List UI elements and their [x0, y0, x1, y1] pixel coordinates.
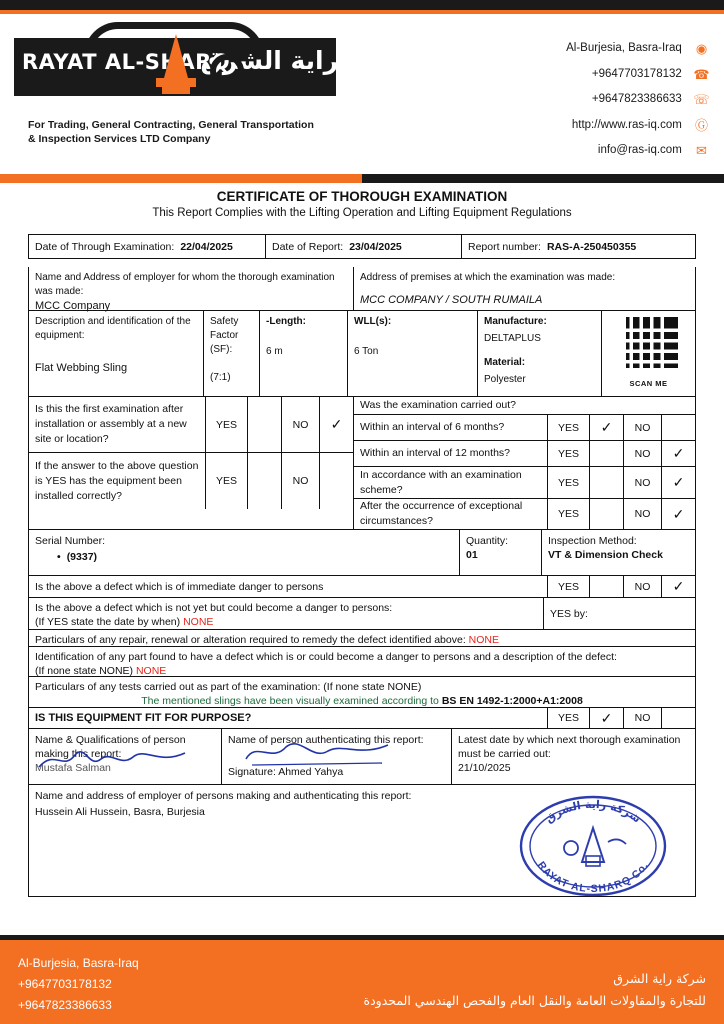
- question-installed-correctly-text: If the answer to the above question is YES has the equipment been installed correctly?: [35, 459, 199, 502]
- employer-value: MCC Company: [35, 300, 111, 312]
- question-first-exam-text: Is this the first examination after installation or assembly at a new site or location?: [35, 403, 187, 445]
- identification-row: [28, 647, 696, 677]
- location-pin-icon: ◉: [695, 41, 708, 56]
- future-danger-row: [28, 598, 696, 630]
- tests-note-prefix: The mentioned slings have been visually examined according to: [141, 695, 442, 707]
- footer-address: Al-Burjesia, Basra-Iraq: [18, 956, 139, 970]
- next-exam-date-cell: [451, 729, 695, 784]
- authenticating-signature-label: Signature:: [228, 766, 276, 778]
- question-6-months-text: Within an interval of 6 months?: [360, 421, 505, 433]
- question-installed-correctly: [29, 453, 353, 509]
- footer-contact: [18, 953, 139, 1016]
- question-exam-scheme-text: In accordance with an examination scheme?: [360, 468, 522, 496]
- contact-address-text: Al-Burjesia, Basra-Iraq: [566, 42, 682, 54]
- qr-code-cell[interactable]: [601, 311, 695, 396]
- page-footer: [0, 940, 724, 1024]
- inspection-method-label: Inspection Method:: [548, 535, 637, 547]
- employer-row: [28, 267, 696, 311]
- tagline-line-2: & Inspection Services LTD Company: [28, 133, 211, 145]
- meta-row: [28, 234, 696, 259]
- question-12-months: [354, 441, 695, 467]
- questions-right-column: [353, 397, 695, 529]
- question-exam-scheme-no-box[interactable]: ✓: [661, 467, 695, 498]
- authenticating-signature-value: Ahmed Yahya: [278, 766, 344, 778]
- quantity-value: 01: [466, 549, 478, 561]
- identification-line-2-label: (If none state NONE): [35, 665, 134, 677]
- question-exam-scheme-no-label: NO: [623, 467, 661, 498]
- report-date-value: 23/04/2025: [349, 240, 402, 253]
- qr-caption: SCAN ME: [629, 378, 668, 388]
- future-danger-text: [29, 598, 543, 629]
- question-6-months-yes-box[interactable]: ✓: [589, 415, 623, 440]
- fit-no-box[interactable]: [661, 708, 695, 728]
- serial-cell: [29, 530, 459, 575]
- logo-text-ar: راية الشرق: [200, 46, 338, 75]
- contact-block: [380, 36, 710, 164]
- question-first-exam-no-label: NO: [281, 397, 319, 452]
- future-danger-line-2: [35, 615, 537, 629]
- premises-cell: [353, 267, 695, 310]
- divider-band-orange: [0, 174, 362, 183]
- particulars-repair-value: NONE: [468, 634, 500, 646]
- question-installed-correctly-yes-label: YES: [205, 453, 247, 509]
- tests-text: [29, 677, 695, 711]
- question-12-months-no-box[interactable]: ✓: [661, 441, 695, 466]
- question-6-months: [354, 415, 695, 441]
- question-12-months-yes-box[interactable]: [589, 441, 623, 466]
- stamp-bottom-text: RAYAT AL-SHARQ Co.: [534, 859, 652, 896]
- signature-ahmed-yahya: [242, 739, 392, 767]
- company-logo: [14, 20, 344, 160]
- material-value: Polyester: [484, 374, 526, 385]
- exam-date-cell: [29, 235, 265, 258]
- authenticating-signature: [228, 765, 445, 779]
- manufacture-cell: [477, 311, 601, 396]
- signature-mustafa-salman: [37, 745, 187, 773]
- person-making-report-value: Mustafa Salman: [35, 762, 111, 774]
- contact-email-text[interactable]: info@ras-iq.com: [597, 144, 682, 157]
- footer-arabic: [364, 968, 706, 1012]
- question-first-exam-no-box[interactable]: ✓: [319, 397, 353, 452]
- manufacture-value: DELTAPLUS: [484, 333, 541, 344]
- question-first-exam-yes-label: YES: [205, 397, 247, 452]
- logo-text-en: RAYAT AL-SHARQ: [22, 50, 231, 74]
- safety-factor-label: Safety Factor (SF):: [210, 316, 239, 355]
- question-exceptional-yes-label: YES: [547, 499, 589, 529]
- next-exam-date-value: 21/10/2025: [458, 762, 511, 774]
- tests-standard: BS EN 1492-1:2000+A1:2008: [441, 695, 583, 707]
- wll-label: WLL(s):: [354, 316, 392, 327]
- question-exam-scheme-yes-label: YES: [547, 467, 589, 498]
- serial-label: Serial Number:: [35, 535, 106, 547]
- authenticating-person-cell: [221, 729, 451, 784]
- question-exceptional-no-label: NO: [623, 499, 661, 529]
- stamp-top-text: شركة راية الشرق: [542, 797, 644, 826]
- question-6-months-yes-label: YES: [547, 415, 589, 440]
- question-12-months-yes-label: YES: [547, 441, 589, 466]
- fit-for-purpose-question: IS THIS EQUIPMENT FIT FOR PURPOSE?: [35, 712, 252, 724]
- immediate-danger-row: [28, 576, 696, 598]
- email-icon: ✉: [696, 143, 707, 159]
- top-black-bar: [0, 0, 724, 10]
- mobile-icon: ☏: [693, 92, 710, 108]
- tests-row: [28, 677, 696, 708]
- question-first-exam: [29, 397, 353, 453]
- equipment-desc-value: Flat Webbing Sling: [35, 362, 128, 374]
- contact-address: [380, 36, 710, 62]
- question-installed-correctly-no-label: NO: [281, 453, 319, 509]
- immediate-danger-text: Is the above a defect which is of immediate danger to persons: [35, 580, 324, 593]
- document-title: CERTIFICATE OF THOROUGH EXAMINATION: [216, 189, 508, 204]
- contact-website[interactable]: [380, 113, 710, 139]
- questions-grid: [28, 397, 696, 530]
- question-installed-correctly-yes-box[interactable]: [247, 453, 281, 509]
- contact-phone-2-text: +9647823386633: [591, 93, 682, 106]
- question-12-months-text: Within an interval of 12 months?: [360, 447, 510, 459]
- tagline-line-1: For Trading, General Contracting, General Transportation: [28, 119, 314, 131]
- company-tagline: [28, 118, 358, 146]
- question-6-months-no-label: NO: [623, 415, 661, 440]
- report-number-cell: [461, 235, 695, 258]
- serial-row: [28, 530, 696, 576]
- question-exam-scheme-yes-box[interactable]: [589, 467, 623, 498]
- immediate-danger-yes-box[interactable]: [589, 576, 623, 597]
- footer-phone-2: +9647823386633: [18, 998, 112, 1012]
- bullet-icon: •: [57, 551, 61, 563]
- fit-no-label: NO: [623, 708, 661, 728]
- quantity-label: Quantity:: [466, 535, 509, 547]
- page-header: [0, 14, 724, 170]
- tests-note: [35, 694, 689, 708]
- immediate-danger-no-box[interactable]: ✓: [661, 576, 695, 597]
- quantity-cell: [459, 530, 541, 575]
- exam-date-value: 22/04/2025: [180, 240, 233, 253]
- premises-value: MCC COMPANY / SOUTH RUMAILA: [360, 294, 543, 306]
- divider-band-black: [362, 174, 724, 183]
- identification-value: NONE: [135, 665, 167, 677]
- premises-label: Address of premises at which the examination was made:: [360, 272, 616, 283]
- next-exam-date-label: Latest date by which next thorough examination must be carried out:: [458, 734, 681, 760]
- safety-factor-cell: [203, 311, 259, 396]
- serial-number-text: (9337): [66, 551, 98, 563]
- questions-left-column: [29, 397, 353, 529]
- yes-by-cell: YES by:: [543, 598, 695, 629]
- manufacture-label: Manufacture:: [484, 316, 547, 327]
- exam-date-label: Date of Through Examination:: [35, 240, 175, 253]
- company-stamp: [508, 790, 678, 902]
- wll-value: 6 Ton: [354, 346, 379, 357]
- contact-phone-1: [380, 62, 710, 88]
- identification-text: [29, 647, 695, 681]
- document-subtitle: This Report Complies with the Lifting Operation and Lifting Equipment Regulations: [152, 207, 572, 219]
- svg-text:RAYAT AL-SHARQ Co.: [535, 859, 651, 895]
- report-date-cell: [265, 235, 461, 258]
- inspection-method-value: VT & Dimension Check: [548, 549, 663, 561]
- authenticating-person-label: Name of person authenticating this report:: [228, 734, 424, 746]
- question-exam-scheme: [354, 467, 695, 499]
- report-date-label: Date of Report:: [272, 240, 344, 253]
- question-12-months-no-label: NO: [623, 441, 661, 466]
- future-danger-line-1: Is the above a defect which is not yet but could become a danger to persons:: [35, 602, 393, 614]
- future-danger-value: NONE: [183, 616, 214, 628]
- signature-row: [28, 729, 696, 785]
- globe-icon: Ⓖ: [694, 117, 708, 133]
- tests-label: Particulars of any tests carried out as part of the examination: (If none state NONE): [35, 681, 422, 693]
- person-making-report-label: Name & Qualifications of person making this report:: [35, 734, 186, 760]
- footer-phone-1: +9647703178132: [18, 977, 112, 991]
- footer-arabic-name: شركة راية الشرق: [613, 971, 706, 986]
- footer-arabic-desc: للتجارة والمقاولات العامة والنقل العام والفحص الهندسي المحدودة: [363, 993, 706, 1008]
- fit-yes-box[interactable]: ✓: [589, 708, 623, 728]
- question-exceptional-circumstances-text: After the occurrence of exceptional circumstances?: [360, 500, 523, 527]
- question-6-months-no-box[interactable]: [661, 415, 695, 440]
- employer-label: Name and Address of employer for whom the thorough examination was made:: [35, 272, 335, 297]
- phone-icon: ☎: [693, 66, 710, 82]
- length-value: 6 m: [266, 346, 283, 357]
- identification-line-1: Identification of any part found to have a defect which is or could become a danger to persons and a description of the defect:: [35, 651, 617, 663]
- future-danger-line-2-label: (If YES state the date by when): [35, 616, 181, 628]
- report-number-value: RAS-A-250450355: [546, 240, 637, 253]
- safety-factor-value: (7:1): [210, 372, 231, 383]
- length-label: -Length:: [266, 316, 306, 327]
- particulars-repair-label: Particulars of any repair, renewal or alteration required to remedy the defect identified above:: [35, 634, 466, 646]
- question-first-exam-yes-box[interactable]: [247, 397, 281, 452]
- identification-line-2: [35, 664, 689, 678]
- length-cell: [259, 311, 347, 396]
- question-installed-correctly-no-box[interactable]: [319, 453, 353, 509]
- equipment-desc-cell: [29, 311, 203, 396]
- employer-cell: [29, 267, 353, 310]
- contact-phone-1-text: +9647703178132: [591, 67, 682, 80]
- oil-rig-icon: [154, 34, 198, 100]
- particulars-repair-row: [28, 630, 696, 647]
- gear-icon: [210, 54, 244, 88]
- question-exceptional-yes-box[interactable]: [589, 499, 623, 529]
- person-making-report-cell: [29, 729, 221, 784]
- question-exceptional-circumstances: [354, 499, 695, 529]
- serial-value: [57, 550, 453, 564]
- fit-yes-label: YES: [547, 708, 589, 728]
- contact-phone-2: [380, 87, 710, 113]
- equipment-row: [28, 311, 696, 397]
- immediate-danger-yes-label: YES: [547, 576, 589, 597]
- inspection-method-cell: [541, 530, 695, 575]
- contact-website-text[interactable]: http://www.ras-iq.com: [571, 118, 682, 131]
- equipment-desc-label: Description and identification of the equipment:: [35, 316, 191, 341]
- divider-band: [0, 174, 724, 183]
- report-employer-value: Hussein Ali Hussein, Basra, Burjesia: [35, 806, 205, 818]
- report-number-label: Report number:: [468, 240, 541, 253]
- wll-cell: [347, 311, 477, 396]
- report-employer-label: Name and address of employer of persons making and authenticating this report:: [35, 790, 412, 802]
- material-label: Material:: [484, 357, 526, 368]
- qr-code-icon[interactable]: [620, 317, 678, 375]
- exam-carried-out-header: Was the examination carried out?: [354, 397, 695, 415]
- question-exceptional-no-box[interactable]: ✓: [661, 499, 695, 529]
- immediate-danger-no-label: NO: [623, 576, 661, 597]
- fit-for-purpose-row: [28, 708, 696, 729]
- contact-email[interactable]: [380, 138, 710, 164]
